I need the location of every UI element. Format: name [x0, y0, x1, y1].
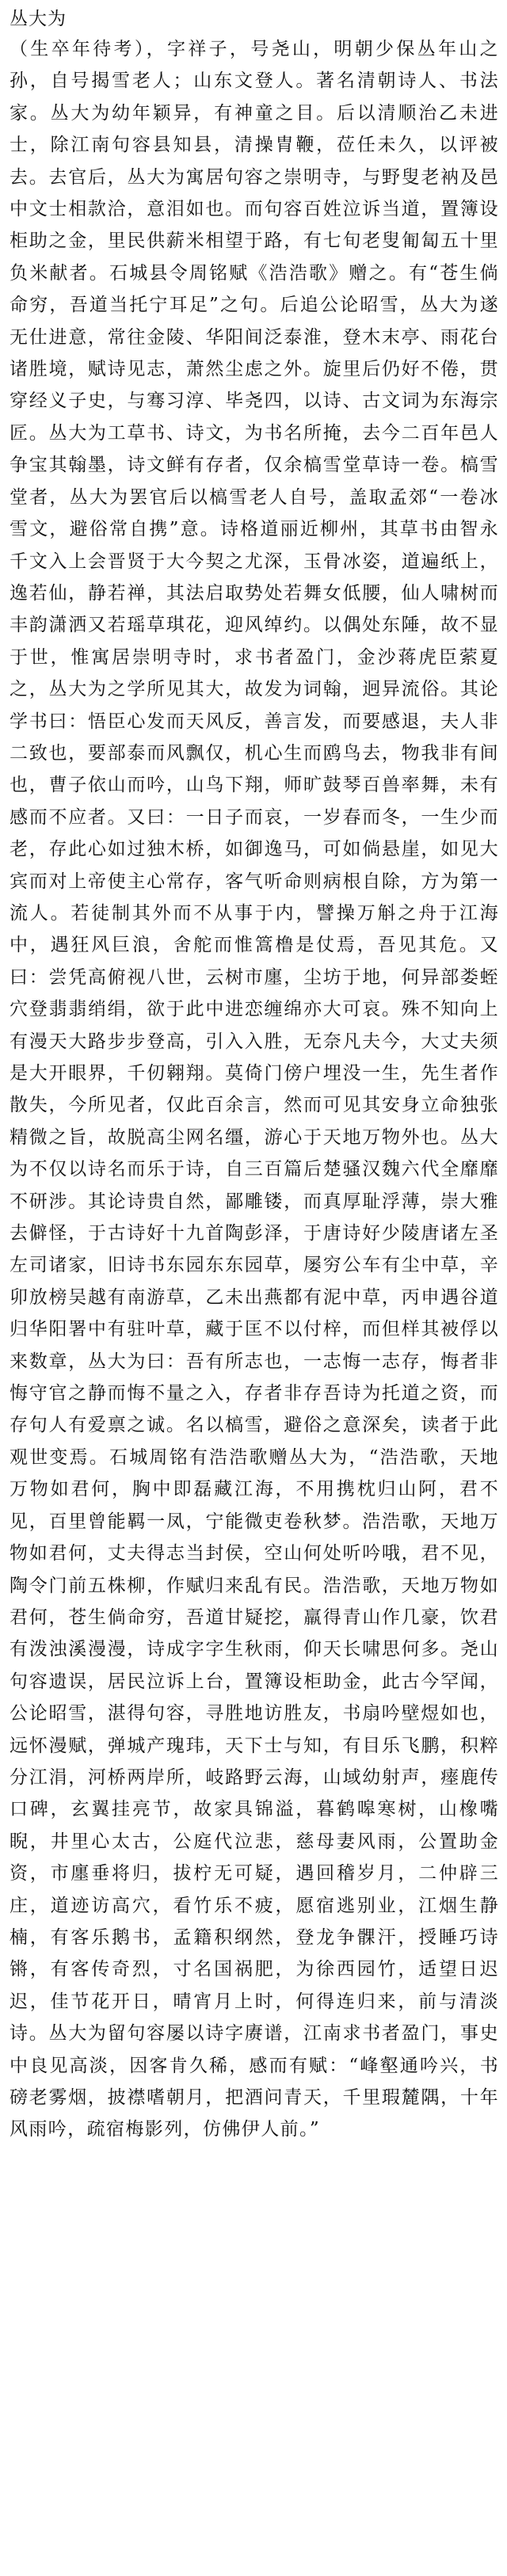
- entry-body: （生卒年待考），字祥子，号尧山，明朝少保丛年山之孙，自号揭雪老人；山东文登人。著名清朝诗人、书法家。丛大为幼年颖异，有神童之目。后以清顺治乙未进士，除江南句容县知县，清操胄鞭，莅任未久，以评被去。去官后，丛大为寓居句容之崇明寺，与野叟老衲及邑中文士相款洽，意泪如也。而句容百姓泣诉当道，置簿设柜助之金，里民供薪米相望于路，有七旬老叟匍匐五十里负米献者。石城县令周铭赋《浩浩歌》赠之。有“苍生倘命穷，吾道当托宁耳足”之句。后追公论昭雪，丛大为遂无仕进意，常往金陵、华阳间泛泰淮，登木末亭、雨花台诸胜境，赋诗见志，萧然尘虑之外。旋里后仍好不倦，贯穿经义子史，与骞习淳、毕尧四，以诗、古文词为东海宗匠。丛大为工草书、诗文，为书名所掩，去今二百年邑人争宝其翰墨，诗文鲜有存者，仅余槁雪堂草诗一卷。槁雪堂者，丛大为罢官后以槁雪老人自号，盖取孟郊“一卷冰雪文，避俗常自携”意。诗格道丽近柳州，其草书由智永千文入上会晋贤于大今契之尤深，玉骨冰姿，道遍纸上，逸若仙，静若禅，其法启取势处若舞女低腰，仙人啸树而丰韵潇洒又若瑶草琪花，迎风绰约。以偶处东陲，故不显于世，惟寓居崇明寺时，求书者盈门，金沙蒋虎臣萦夏之，丛大为之学所见其大，故发为词翰，迥异流俗。其论学书曰：悟臣心发而天风反，善言发，而要感退，夫人非二致也，要部泰而风飘仅，机心生而鸥鸟去，物我非有间也，曹子依山而吟，山鸟下翔，师旷鼓琴百兽率舞，未有感而不应者。又曰：一日子而哀，一岁春而冬，一生少而老，存此心如过独木桥，如御逸马，可如倘悬崖，如见大宾而对上帝使主心常存，客气听命则病根自除，方为第一流人。若徒制其外而不从事于内，譬操万斛之舟于江海中，遇狂风巨浪，舍舵而惟篙橹是仗焉，吾见其危。又曰：尝凭高俯视八世，云树市廛，尘坊于地，何异部娄蛭穴登翡翡绡绢，欲于此中进恋缠绵亦大可哀。殊不知向上有漫天大路步步登高，引入入胜，无奈凡夫今，大丈夫须是大开眼界，千仞翱翔。莫倚门傍户埋没一生，先生者作散失，今所见者，仅此百余言，然而可见其安身立命独张精微之旨，故脱高尘网名缰，游心于天地万物外也。丛大为不仅以诗名而乐于诗，自三百篇后楚骚汉魏六代全靡靡不研涉。其论诗贵自然，鄙雕镂，而真厚耻浮薄，崇大雅去僻怪，于古诗好十九首陶彭泽，于唐诗好少陵唐诸左圣左司诸家，旧诗书东园东东园草，屡穷公车有尘中草，辛卯放榜吴越有南游草，乙未出燕都有泥中草，丙申遇谷道归华阳署中有驻叶草，藏于匡不以付梓，而但样其被俘以来数章，丛大为曰：吾有所志也，一志悔一志存，悔者非悔守官之静而悔不量之入，存者非存吾诗为托道之资，而存句人有爱禀之诚。名以槁雪，避俗之意深矣，读者于此观世变焉。石城周铭有浩浩歌赠丛大为，“浩浩歌，天地万物如君何，胸中即磊藏江海，不用携枕归山阿，君不见，百里曾能羁一凤，宁能微吏卷秋梦。浩浩歌，天地万物如君何，丈夫得志当封侯，空山何处听吟哦，君不见，陶令门前五株柳，作赋归来乱有民。浩浩歌，天地万物如君何，苍生倘命穷，吾道甘疑挖，羸得青山作几豪，饮君有泼浊溪漫漫，诗成字字生秋雨，仰天长啸思何多。尧山句容遗误，居民泣诉上台，置簿设柜助金，此古今罕闻，公论昭雪，湛得句容，寻胜地访胜友，书扇吟壁煜如也，远怀漫赋，弹城产瑰玮，天下士与知，有目乐飞鹏，积粹分江涓，河桥两岸所，岐路野云海，山域幼射声，瘗鹿传口碑，玄翼挂亮节，故家具锦溢，暮鹤嗥寒树，山橡嘴睨，井里心太古，公庭代泣悲，慈母妻风雨，公置助金资，市廛垂将归，拔柠无可疑，遇回稽岁月，二仲辟三庄，道迹访高穴，看竹乐不疲，愿宿逃别业，江烟生静楠，有客乐鹅书，孟籍积纲然，登龙争髁汗，授睡巧诗锵，有客传奇烈，寸名国祸肥，为徐西园竹，适望日迟迟，佳节花开日，晴宵月上时，何得连归来，前与清淡诗。丛大为留句容屡以诗字赓谱，江南求书者盈门，事史中良见高淡，因客肯久稀，感而有赋：“峰壑通吟兴，书磅老雾烟，披襟嗜朝月，把酒问青天，千里瑕麓隅，十年风雨吟，疏宿梅影列，仿佛伊人前。”: [10, 39, 499, 2140]
- entry-title: 丛大为: [10, 9, 67, 29]
